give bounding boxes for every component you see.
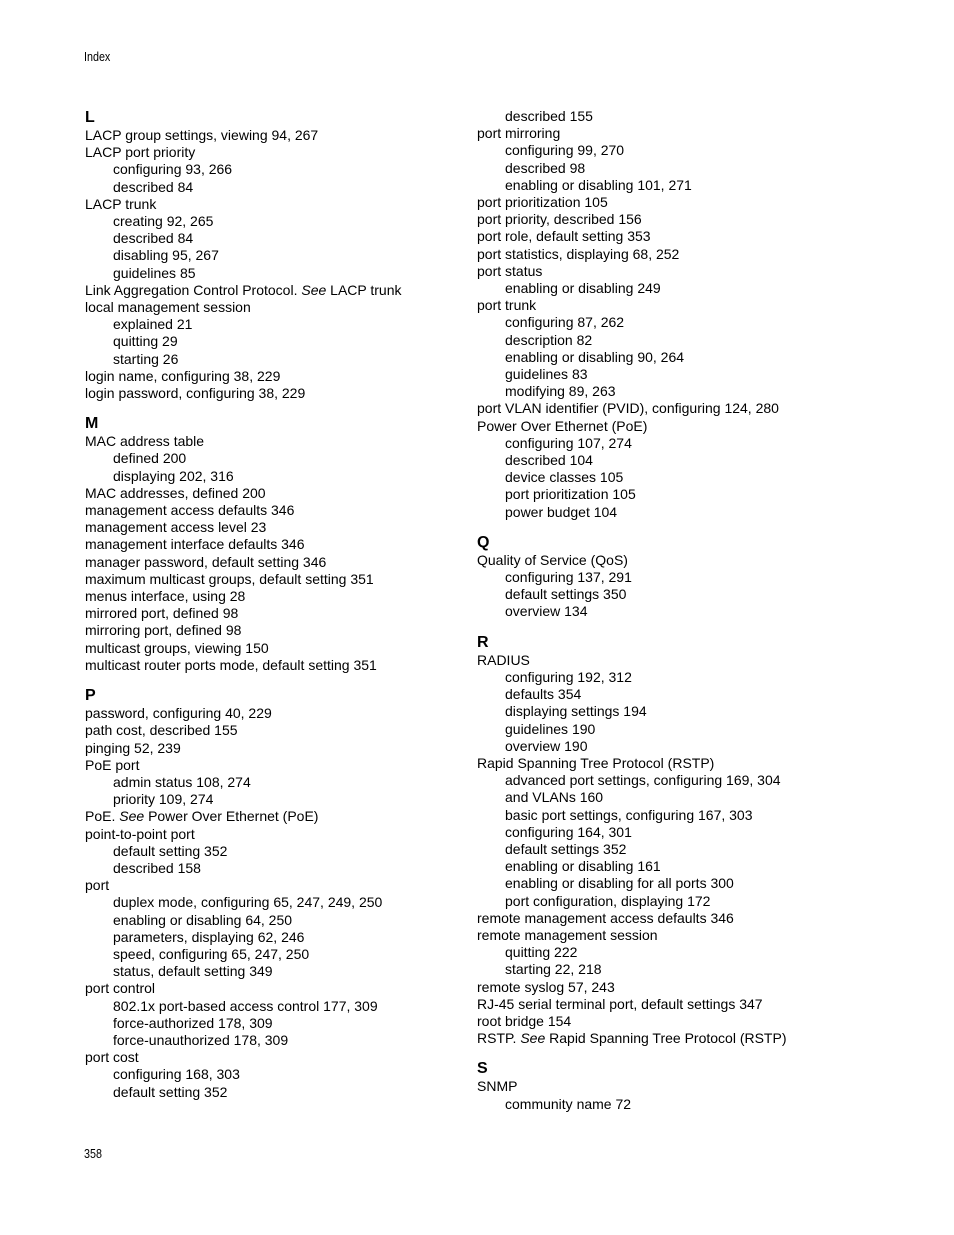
index-subentry: 802.1x port-based access control 177, 309 <box>113 997 378 1014</box>
index-entry: port role, default setting 353 <box>477 228 651 245</box>
index-subentry: described 98 <box>505 159 586 176</box>
index-subentry: priority 109, 274 <box>113 791 214 808</box>
index-subentry: described 155 <box>505 108 593 124</box>
index-subentry: overview 190 <box>505 737 588 754</box>
index-subentry: port configuration, displaying 172 <box>505 892 711 909</box>
index-subentry: overview 134 <box>505 603 588 620</box>
index-subentry: configuring 164, 301 <box>505 823 632 840</box>
section-letter: P <box>85 687 96 705</box>
index-entry: port status <box>477 262 543 279</box>
section-letter: Q <box>477 533 490 551</box>
index-subentry: described 84 <box>113 230 194 247</box>
index-subentry: enabling or disabling 161 <box>505 858 661 875</box>
index-entry: manager password, default setting 346 <box>85 553 327 570</box>
index-entry: Quality of Service (QoS) <box>477 551 628 568</box>
index-entry: mirrored port, defined 98 <box>85 605 239 622</box>
index-entry: mirroring port, defined 98 <box>85 622 242 639</box>
index-entry: port mirroring <box>477 125 561 142</box>
index-entry: management access level 23 <box>85 519 267 536</box>
index-entry: multicast router ports mode, default setting 351 <box>85 656 377 673</box>
index-subentry: status, default setting 349 <box>113 963 273 980</box>
index-subentry: configuring 93, 266 <box>113 161 233 178</box>
index-entry: port trunk <box>477 297 537 314</box>
index-entry: LACP trunk <box>85 195 157 212</box>
see-reference: See <box>520 1030 546 1047</box>
page-number: 358 <box>84 1147 102 1161</box>
entry-text: Link Aggregation Control Protocol. <box>85 281 298 298</box>
index-entry: menus interface, using 28 <box>85 588 246 605</box>
section-letter: R <box>477 633 489 651</box>
index-entry <box>477 1030 877 1047</box>
index-subentry: described 84 <box>113 178 194 195</box>
index-subentry: power budget 104 <box>505 503 618 520</box>
index-subentry: configuring 192, 312 <box>505 668 632 685</box>
index-subentry: quitting 222 <box>505 944 578 961</box>
index-entry: login password, configuring 38, 229 <box>85 385 306 402</box>
index-entry: LACP port priority <box>85 144 196 161</box>
index-entry: multicast groups, viewing 150 <box>85 639 269 656</box>
index-subentry: device classes 105 <box>505 469 624 486</box>
index-subentry: starting 26 <box>113 350 179 367</box>
index-entry: port prioritization 105 <box>477 194 608 211</box>
index-subentry: defaults 354 <box>505 686 582 703</box>
see-target: Rapid Spanning Tree Protocol (RSTP) <box>549 1030 787 1047</box>
index-entry: root bridge 154 <box>477 1012 572 1029</box>
index-entry: remote management access defaults 346 <box>477 909 734 926</box>
index-section-s <box>477 1059 877 1112</box>
index-column-left <box>85 108 485 1113</box>
index-entry: LACP group settings, viewing 94, 267 <box>85 127 319 143</box>
index-subentry: described 158 <box>113 859 201 876</box>
index-entry: point-to-point port <box>85 825 195 842</box>
index-subentry: enabling or disabling 249 <box>505 280 661 297</box>
index-entry: management interface defaults 346 <box>85 536 305 553</box>
index-entry: password, configuring 40, 229 <box>85 705 272 722</box>
index-entry: remote management session <box>477 926 658 943</box>
index-entry: path cost, described 155 <box>85 722 238 739</box>
index-subentry: enabling or disabling 90, 264 <box>505 348 685 365</box>
index-subentry: displaying settings 194 <box>505 703 647 720</box>
index-entry <box>85 808 485 825</box>
index-entry: management access defaults 346 <box>85 502 295 519</box>
entry-text: RSTP. <box>477 1030 517 1047</box>
index-subentry: described 104 <box>505 452 593 469</box>
see-target: LACP trunk <box>330 281 402 298</box>
index-subentry: enabling or disabling for all ports 300 <box>505 875 734 892</box>
index-entry: MAC address table <box>85 433 205 450</box>
index-entry: login name, configuring 38, 229 <box>85 367 281 384</box>
index-subentry: description 82 <box>505 331 593 348</box>
index-subentry: defined 200 <box>113 450 187 467</box>
index-subentry: guidelines 190 <box>505 720 596 737</box>
index-subentry: creating 92, 265 <box>113 213 214 230</box>
index-subentry: configuring 99, 270 <box>505 142 625 159</box>
see-reference: See <box>119 808 145 825</box>
index-subentry: guidelines 83 <box>505 366 588 383</box>
index-entry: SNMP <box>477 1078 518 1095</box>
index-subentry: configuring 107, 274 <box>505 434 632 451</box>
index-entry: local management session <box>85 299 251 316</box>
index-entry: port cost <box>85 1049 139 1066</box>
index-subentry: guidelines 85 <box>113 264 196 281</box>
index-subentry: force-unauthorized 178, 309 <box>113 1031 289 1048</box>
index-section-r <box>477 633 877 1048</box>
index-subentry: duplex mode, configuring 65, 247, 249, 250 <box>113 894 383 911</box>
index-subentry: speed, configuring 65, 247, 250 <box>113 945 310 962</box>
index-subentry: enabling or disabling 64, 250 <box>113 911 293 928</box>
index-entry: RADIUS <box>477 651 530 668</box>
index-subentry: port prioritization 105 <box>505 486 636 503</box>
section-letter: L <box>85 109 95 126</box>
index-entry: maximum multicast groups, default setting 351 <box>85 570 374 587</box>
index-entry: port priority, described 156 <box>477 211 642 228</box>
index-subentry: displaying 202, 316 <box>113 467 234 484</box>
index-subentry: community name 72 <box>505 1095 632 1112</box>
index-subentry: explained 21 <box>113 316 193 333</box>
index-section-q <box>477 533 877 621</box>
index-section-l <box>85 108 485 402</box>
index-entry: port control <box>85 980 156 997</box>
index-entry: Power Over Ethernet (PoE) <box>477 417 648 434</box>
see-target: Power Over Ethernet (PoE) <box>148 808 319 825</box>
index-entry: Rapid Spanning Tree Protocol (RSTP) <box>477 754 715 771</box>
index-subentry: modifying 89, 263 <box>505 383 616 400</box>
index-subentry: configuring 87, 262 <box>505 314 625 331</box>
index-subentry: default settings 352 <box>505 840 627 857</box>
index-section-m <box>85 414 485 674</box>
index-subentry: quitting 29 <box>113 333 178 350</box>
index-entry <box>85 282 485 299</box>
index-entry: port statistics, displaying 68, 252 <box>477 245 680 262</box>
index-subentry: default setting 352 <box>113 842 228 859</box>
index-entry: port <box>85 877 110 894</box>
index-section-continued <box>477 108 877 521</box>
section-letter: M <box>85 415 99 433</box>
index-entry: remote syslog 57, 243 <box>477 978 615 995</box>
index-entry: pinging 52, 239 <box>85 739 181 756</box>
index-subentry: parameters, displaying 62, 246 <box>113 928 305 945</box>
index-subentry: force-authorized 178, 309 <box>113 1014 273 1031</box>
entry-text: PoE. <box>85 808 116 825</box>
index-subentry: starting 22, 218 <box>505 961 602 978</box>
running-head: Index <box>84 50 111 64</box>
index-section-p <box>85 686 485 1101</box>
index-entry: RJ-45 serial terminal port, default settings 347 <box>477 995 763 1012</box>
section-letter: S <box>477 1060 488 1078</box>
index-subentry: admin status 108, 274 <box>113 773 251 790</box>
index-subentry: configuring 168, 303 <box>113 1066 240 1083</box>
index-subentry: disabling 95, 267 <box>113 247 219 264</box>
index-subentry: advanced port settings, configuring 169, 304 <box>505 772 781 789</box>
index-entry: MAC addresses, defined 200 <box>85 484 266 501</box>
index-subentry: configuring 137, 291 <box>505 569 632 586</box>
see-reference: See <box>301 281 327 298</box>
index-subentry: enabling or disabling 101, 271 <box>505 176 692 193</box>
index-column-right <box>477 108 877 1125</box>
index-subentry: basic port settings, configuring 167, 303 <box>505 806 753 823</box>
index-entry: PoE port <box>85 756 140 773</box>
index-entry: port VLAN identifier (PVID), configuring 124, 280 <box>477 400 779 417</box>
index-subentry: default setting 352 <box>113 1083 228 1100</box>
index-subentry: and VLANs 160 <box>505 789 604 806</box>
index-subentry: default settings 350 <box>505 586 627 603</box>
